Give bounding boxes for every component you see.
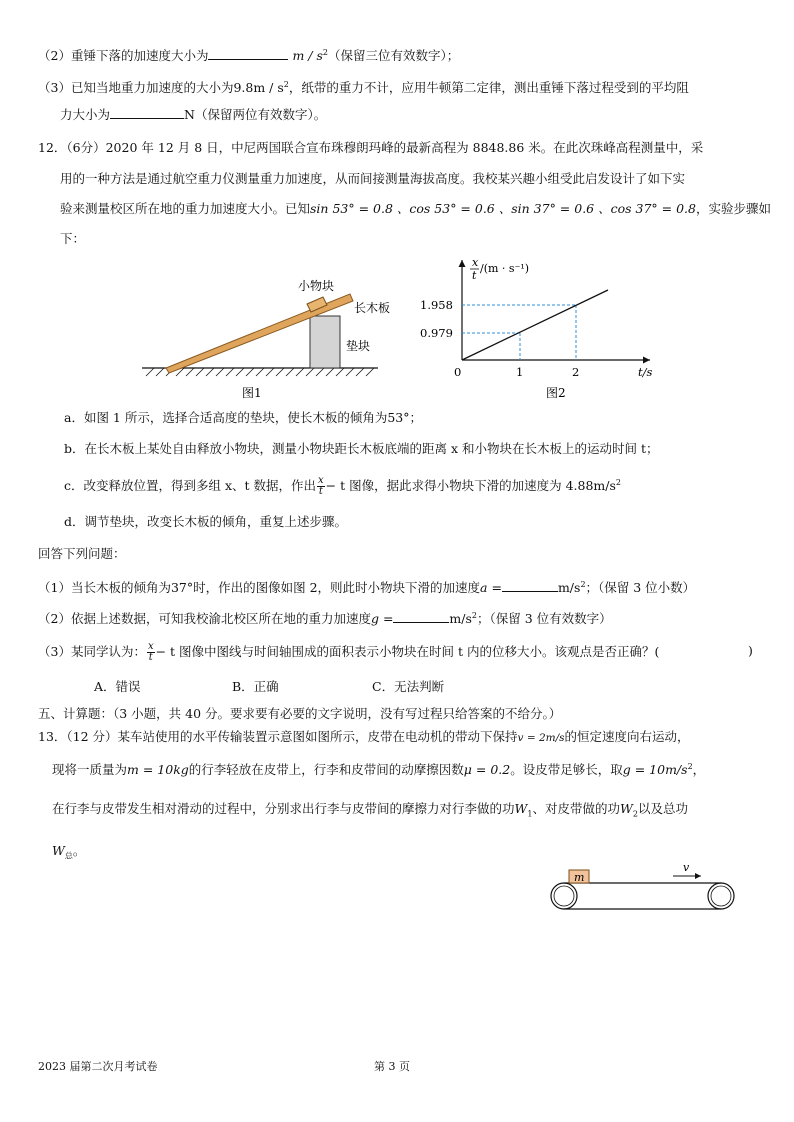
q12-step-c: c．改变释放位置，得到多组 x、t 数据，作出 $\frac{x}{t}$ − t 图像，据此求得小物块下滑的加速度为 $4.88m/s^2$ [64,475,621,498]
label-long-board: 长木板 [354,301,390,315]
option-b[interactable]: B．正确 [232,679,279,694]
y-label-den: t [472,269,477,282]
left-pulley [551,883,577,909]
q12-step-a: a．如图 1 所示，选择合适高度的垫块，使长木板的倾角为53°； [64,410,423,425]
fraction-x-over-t-2: $\frac{x}{t}$ [147,641,154,663]
answer-intro: 回答下列问题： [38,546,126,561]
label-small-block: 小物块 [298,279,335,293]
conveyor-figure [545,855,745,917]
q13-line3: 在行李与皮带发生相对滑动的过程中，分别求出行李与皮带间的摩擦力对行李做的功$W_1$、对皮带做的功$W_2$以及总功 [52,801,688,819]
q12-sub2: （2）依据上述数据，可知我校渝北校区所在地的重力加速度$g = m/s^2$；（保留 3 位有效数字） [38,611,612,627]
y-tick-0979: 0.979 [420,326,453,340]
y-label-unit: /(m · s⁻¹) [480,262,530,275]
velocity-label: v [683,861,690,874]
q13-line1: 13．（12 分）某车站使用的水平传输装置示意图如图所示，皮带在电动机的带动下保持v = 2m/s的恒定速度向右运动， [38,729,690,744]
q12-stem-line1: 12．（6分）2020 年 12 月 8 日，中尼两国联合宣布珠穆朗玛峰的最新高程为 8848.86 米。在此次珠峰高程测量中，采 [38,140,704,155]
option-a[interactable]: A．错误 [94,679,141,694]
x-tick-1: 1 [516,365,524,379]
section-5-heading: 五、计算题：（3 小题，共 40 分。要求要有必要的文字说明，没有写过程只给答案的不给分。） [38,706,562,721]
figure-2-caption: 图2 [546,386,566,400]
y-label-num: x [472,256,479,269]
mass-label: m [574,871,585,884]
q12-sub1: （1）当长木板的倾角为37°时，作出的图像如图 2，则此时小物块下滑的加速度$a = m/s^2$；（保留 3 位小数） [38,580,696,596]
answer-blank-q11-3[interactable] [110,106,184,119]
ground-hatch [146,368,374,376]
footer-exam-title: 2023 届第二次月考试卷 [38,1060,158,1073]
figure-1-incline [140,270,390,400]
q11-part3-line2: 力大小为 N（保留两位有效数字）。 [60,107,327,122]
answer-blank-q12-1[interactable] [502,579,558,592]
q11-part2: （2）重锤下落的加速度大小为 m / $s^2$（保留三位有效数字）； [38,48,460,64]
x-tick-2: 2 [572,365,580,379]
q12-stem-line2: 用的一种方法是通过航空重力仪测量重力加速度，从而间接测量海拔高度。我校某兴趣小组受此启发设计了如下实 [60,171,686,186]
x-tick-0: 0 [454,365,462,379]
footer-page-number: 第 3 页 [374,1060,410,1073]
x-axis-label: t/s [638,365,653,379]
figure-1-caption: 图1 [242,386,262,400]
q11-part3-line1: （3）已知当地重力加速度的大小为$9.8m / s^2$，纸带的重力不计，应用牛顿第二定律，测出重锤下落过程受到的平均阻 [38,80,689,96]
right-pulley [708,883,734,909]
q12-sub3: （3）某同学认为： $\frac{x}{t}$ − t 图像中图线与时间轴围成的面积表示小物块在时间 t 内的位移大小。该观点是否正确？( [38,641,660,663]
q12-step-d: d．调节垫块，改变长木板的倾角，重复上述步骤。 [64,514,348,529]
q13-line2: 现将一质量为m = 10kg的行李轻放在皮带上，行李和皮带间的动摩擦因数μ = 0.2。设皮带足够长，取$g = 10m/s^2$， [52,762,706,778]
q12-step-b: b．在长木板上某处自由释放小物块，测量小物块距长木板底端的距离 x 和小物块在长木板上的运动时间 t； [64,441,659,456]
y-tick-1958: 1.958 [420,298,453,312]
q12-sub3-close-paren: ) [748,643,753,658]
answer-blank-q11-2[interactable] [208,47,288,60]
fraction-x-over-t: $\frac{x}{t}$ [318,475,324,498]
pad-block [310,316,340,368]
q12-stem-line4: 下： [60,231,86,246]
q13-line4: $W_总$。 [52,843,86,861]
answer-blank-q12-2[interactable] [393,610,449,623]
data-line [462,290,608,360]
figure-2-graph [418,252,668,402]
option-c[interactable]: C．无法判断 [372,679,445,694]
label-pad: 垫块 [346,339,371,353]
q12-stem-line3: 验来测量校区所在地的重力加速度大小。已知sin 53° = 0.8 、cos 53° = 0.6 、sin 37° = 0.6 、cos 37° = 0.8，实验步骤如 [60,201,771,216]
